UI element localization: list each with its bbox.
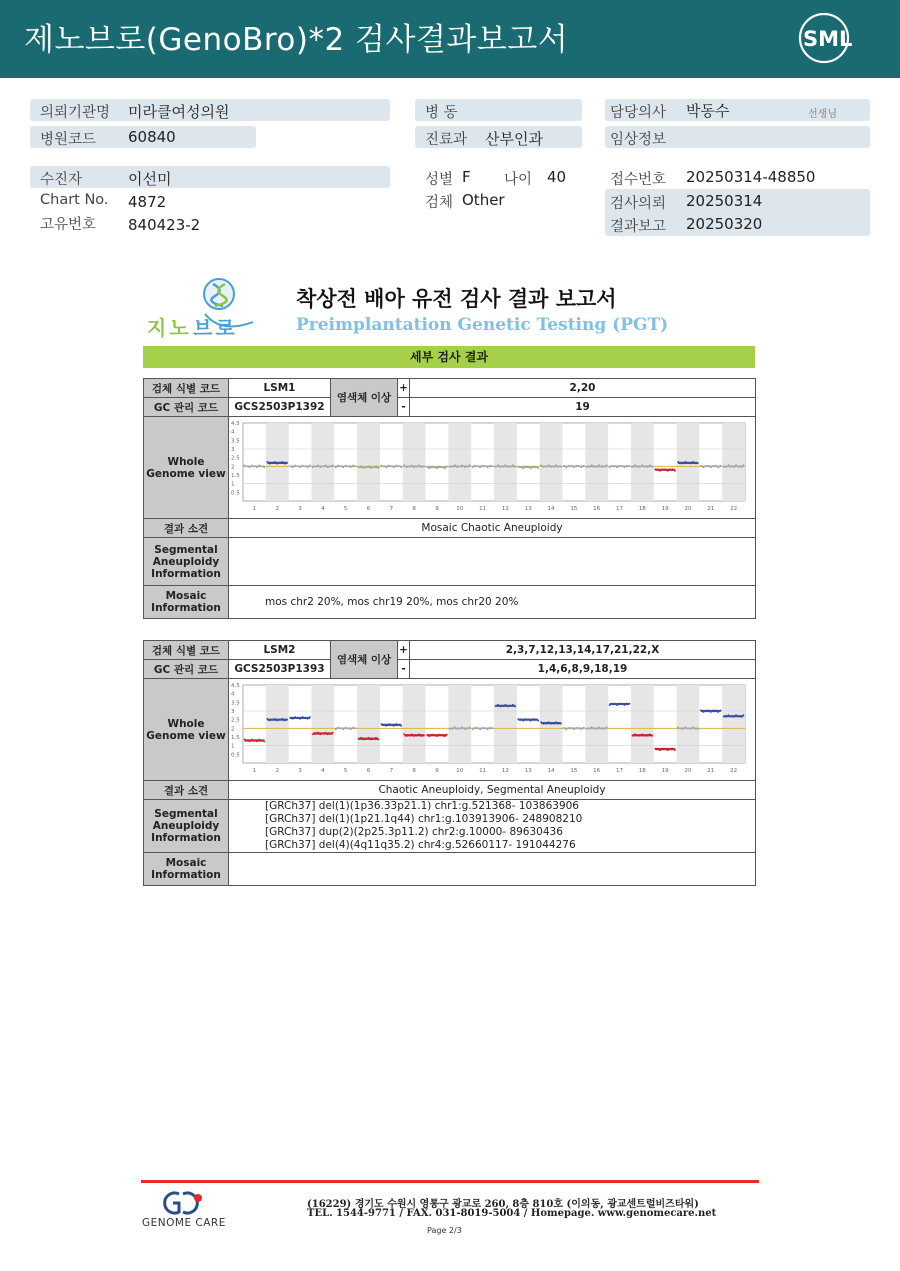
page-number: Page 2/3	[427, 1226, 462, 1235]
chromosome-band	[357, 685, 380, 763]
uid-value: 840423-2	[128, 216, 201, 234]
sample-code-label: 검체 식별 코드	[144, 379, 229, 398]
sample-code-value: LSM2	[229, 641, 331, 660]
y-tick-label: 4.5	[231, 683, 240, 689]
gain-value: 2,20	[410, 379, 756, 398]
x-tick-label: 16	[593, 506, 601, 512]
chromosome-band	[403, 685, 426, 763]
chromosome-band	[540, 423, 563, 501]
x-tick-label: 13	[524, 768, 532, 774]
report-value: 20250320	[686, 215, 763, 233]
mosaic-value: mos chr2 20%, mos chr19 20%, mos chr20 20%	[229, 586, 756, 619]
x-tick-label: 8	[412, 506, 416, 512]
segmental-value	[229, 538, 756, 586]
y-tick-label: 3	[231, 709, 235, 715]
chromosome-band	[311, 423, 334, 501]
x-tick-label: 2	[275, 506, 279, 512]
gc-code-value: GCS2503P1393	[229, 660, 331, 679]
x-tick-label: 18	[638, 506, 646, 512]
x-tick-label: 22	[730, 506, 738, 512]
request-value: 20250314	[686, 192, 763, 210]
genome-plot-1	[229, 417, 753, 515]
y-tick-label: 4	[231, 429, 235, 436]
y-tick-label: 3.5	[231, 438, 240, 445]
genobro-logo-left: 지노	[147, 316, 192, 340]
report-title: 착상전 배아 유전 검사 결과 보고서	[296, 287, 617, 311]
x-tick-label: 18	[638, 768, 646, 774]
x-tick-label: 6	[366, 506, 371, 512]
specimen-label: 검체	[425, 195, 454, 211]
y-tick-label: 1	[231, 481, 235, 488]
footer-divider	[141, 1180, 759, 1183]
finding-label: 결과 소견	[144, 781, 229, 800]
x-tick-label: 17	[616, 768, 623, 774]
minus-sign: -	[398, 398, 410, 417]
x-tick-label: 1	[252, 768, 257, 774]
sex-label: 성별	[425, 172, 454, 188]
minus-sign: -	[398, 660, 410, 679]
ward-label: 병 동	[425, 105, 458, 121]
sample-code-value: LSM1	[229, 379, 331, 398]
age-label: 나이	[504, 172, 533, 188]
x-tick-label: 20	[684, 506, 692, 512]
x-tick-label: 4	[321, 768, 325, 774]
company-name: GENOME CARE	[142, 1217, 226, 1229]
chromosome-band	[448, 423, 471, 501]
chromosome-band	[448, 685, 471, 763]
reception-label: 접수번호	[610, 172, 667, 188]
chromosome-band	[585, 685, 608, 763]
chromosome-band	[631, 423, 654, 501]
finding-value: Chaotic Aneuploidy, Segmental Aneuploidy	[229, 781, 756, 800]
section-header: 세부 검사 결과	[143, 346, 755, 368]
y-tick-label: 4.5	[231, 421, 240, 427]
doctor-label: 담당의사	[610, 105, 667, 121]
uid-label: 고유번호	[40, 217, 97, 233]
chromosome-band	[266, 685, 289, 763]
patient-value: 이선미	[128, 170, 172, 188]
chromosome-band	[357, 423, 380, 501]
plus-sign: +	[398, 641, 410, 660]
gc-code-value: GCS2503P1392	[229, 398, 331, 417]
x-tick-label: 21	[707, 768, 715, 774]
x-tick-label: 3	[298, 506, 302, 512]
genome-plot-cell-2	[229, 679, 756, 781]
mosaic-value	[229, 853, 756, 886]
patient-box	[30, 166, 390, 188]
institution-label: 의뢰기관명	[40, 105, 111, 121]
x-tick-label: 5	[343, 768, 348, 774]
chrom-abn-label: 염색체 이상	[331, 641, 398, 679]
x-tick-label: 9	[435, 768, 439, 774]
y-tick-label: 3	[231, 447, 235, 453]
x-tick-label: 12	[501, 768, 509, 774]
doctor-value: 박동수	[686, 102, 730, 120]
y-tick-label: 0.5	[231, 752, 240, 759]
hospital-code-value: 60840	[128, 128, 176, 146]
footer-contact: TEL. 1544-9771 / FAX. 031-8019-5004 / Homepage. www.genomecare.net	[307, 1208, 717, 1219]
segmental-value	[229, 800, 756, 853]
x-tick-label: 13	[524, 506, 532, 512]
chromosome-band	[677, 685, 700, 763]
reception-value: 20250314-48850	[686, 168, 816, 186]
x-tick-label: 4	[321, 506, 325, 512]
chromosome-band	[722, 685, 745, 763]
segmental-line: [GRCh37] del(1)(1p21.1q44) chr1:g.103913906- 248908210	[265, 813, 583, 825]
genome-view-label: Whole Genome view	[144, 679, 229, 781]
x-tick-label: 20	[684, 768, 692, 774]
chromosome-band	[403, 423, 426, 501]
y-tick-label: 3.5	[231, 700, 240, 707]
dept-label: 진료과	[425, 132, 468, 148]
doctor-suffix: 선생님	[808, 109, 837, 120]
clinical-label: 임상정보	[610, 132, 667, 148]
x-tick-label: 2	[275, 768, 279, 774]
footer-address: (16229) 경기도 수원시 영통구 광교로 260, 8층 810호 (이의동, 광교센트럴비즈타워)	[307, 1199, 699, 1210]
sex-value: F	[462, 168, 471, 186]
x-tick-label: 10	[456, 506, 464, 512]
chromosome-band	[494, 423, 517, 501]
x-tick-label: 14	[547, 506, 555, 512]
x-tick-label: 10	[456, 768, 464, 774]
loss-value: 1,4,6,8,9,18,19	[410, 660, 756, 679]
segmental-line: [GRCh37] del(4)(4q11q35.2) chr4:g.52660117- 191044276	[265, 839, 576, 851]
x-tick-label: 22	[730, 768, 738, 774]
gc-code-label: GC 관리 코드	[144, 398, 229, 417]
chromosome-band	[494, 685, 517, 763]
finding-value: Mosaic Chaotic Aneuploidy	[229, 519, 756, 538]
y-tick-label: 2.5	[231, 455, 240, 462]
sml-logo-text: SML	[803, 27, 853, 51]
y-tick-label: 4	[231, 691, 235, 698]
x-tick-label: 15	[570, 506, 578, 512]
x-tick-label: 11	[479, 768, 487, 774]
finding-label: 결과 소견	[144, 519, 229, 538]
specimen-value: Other	[462, 191, 505, 209]
loss-value: 19	[410, 398, 756, 417]
segmental-line: [GRCh37] dup(2)(2p25.3p11.2) chr2:g.10000- 89630436	[265, 826, 563, 838]
genobro-logo-right: 브로	[193, 316, 238, 340]
gc-code-label: GC 관리 코드	[144, 660, 229, 679]
genome-care-logo-icon	[161, 1190, 205, 1216]
chromosome-band	[631, 685, 654, 763]
x-tick-label: 11	[479, 506, 487, 512]
x-tick-label: 6	[366, 768, 371, 774]
y-tick-label: 2	[231, 726, 235, 733]
genome-plot-cell-1	[229, 417, 756, 519]
chart-label: Chart No.	[40, 192, 109, 208]
chrom-abn-label: 염색체 이상	[331, 379, 398, 417]
patient-label: 수진자	[40, 172, 83, 188]
y-tick-label: 1	[231, 743, 235, 750]
mosaic-label: Mosaic Information	[144, 853, 229, 886]
segmental-label: Segmental Aneuploidy Information	[144, 800, 229, 853]
x-tick-label: 7	[389, 768, 394, 774]
dept-value: 산부인과	[485, 130, 543, 148]
age-value: 40	[547, 168, 567, 186]
x-tick-label: 12	[501, 506, 509, 512]
sample-table-2	[143, 640, 756, 886]
x-tick-label: 19	[661, 506, 669, 512]
x-tick-label: 7	[389, 506, 394, 512]
y-tick-label: 2	[231, 464, 235, 471]
chart-value: 4872	[128, 193, 167, 211]
x-tick-label: 9	[435, 506, 439, 512]
chromosome-band	[722, 423, 745, 501]
institution-value: 미라클여성의원	[128, 103, 230, 121]
x-tick-label: 3	[298, 768, 302, 774]
genome-view-label: Whole Genome view	[144, 417, 229, 519]
y-tick-label: 0.5	[231, 490, 240, 497]
x-tick-label: 1	[252, 506, 257, 512]
chromosome-band	[585, 423, 608, 501]
x-tick-label: 5	[343, 506, 348, 512]
sample-code-label: 검체 식별 코드	[144, 641, 229, 660]
mosaic-label: Mosaic Information	[144, 586, 229, 619]
report-label: 결과보고	[610, 219, 667, 235]
y-tick-label: 1.5	[231, 473, 240, 479]
sample-table-1	[143, 378, 756, 619]
gain-value: 2,3,7,12,13,14,17,21,22,X	[410, 641, 756, 660]
x-tick-label: 14	[547, 768, 555, 774]
report-subtitle: Preimplantation Genetic Testing (PGT)	[296, 315, 669, 335]
x-tick-label: 15	[570, 768, 578, 774]
x-tick-label: 21	[707, 506, 715, 512]
y-tick-label: 1.5	[231, 735, 240, 741]
segmental-label: Segmental Aneuploidy Information	[144, 538, 229, 586]
genome-plot-2	[229, 679, 753, 777]
plus-sign: +	[398, 379, 410, 398]
request-label: 검사의뢰	[610, 196, 667, 212]
chromosome-band	[311, 685, 334, 763]
x-tick-label: 17	[616, 506, 623, 512]
y-tick-label: 2.5	[231, 717, 240, 724]
segmental-line: [GRCh37] del(1)(1p36.33p21.1) chr1:g.521368- 103863906	[265, 800, 579, 812]
report-header	[0, 0, 900, 78]
x-tick-label: 8	[412, 768, 416, 774]
page-title: 제노브로(GenoBro)*2 검사결과보고서	[24, 22, 569, 58]
x-tick-label: 19	[661, 768, 669, 774]
x-tick-label: 16	[593, 768, 601, 774]
hospital-code-label: 병원코드	[40, 132, 97, 148]
